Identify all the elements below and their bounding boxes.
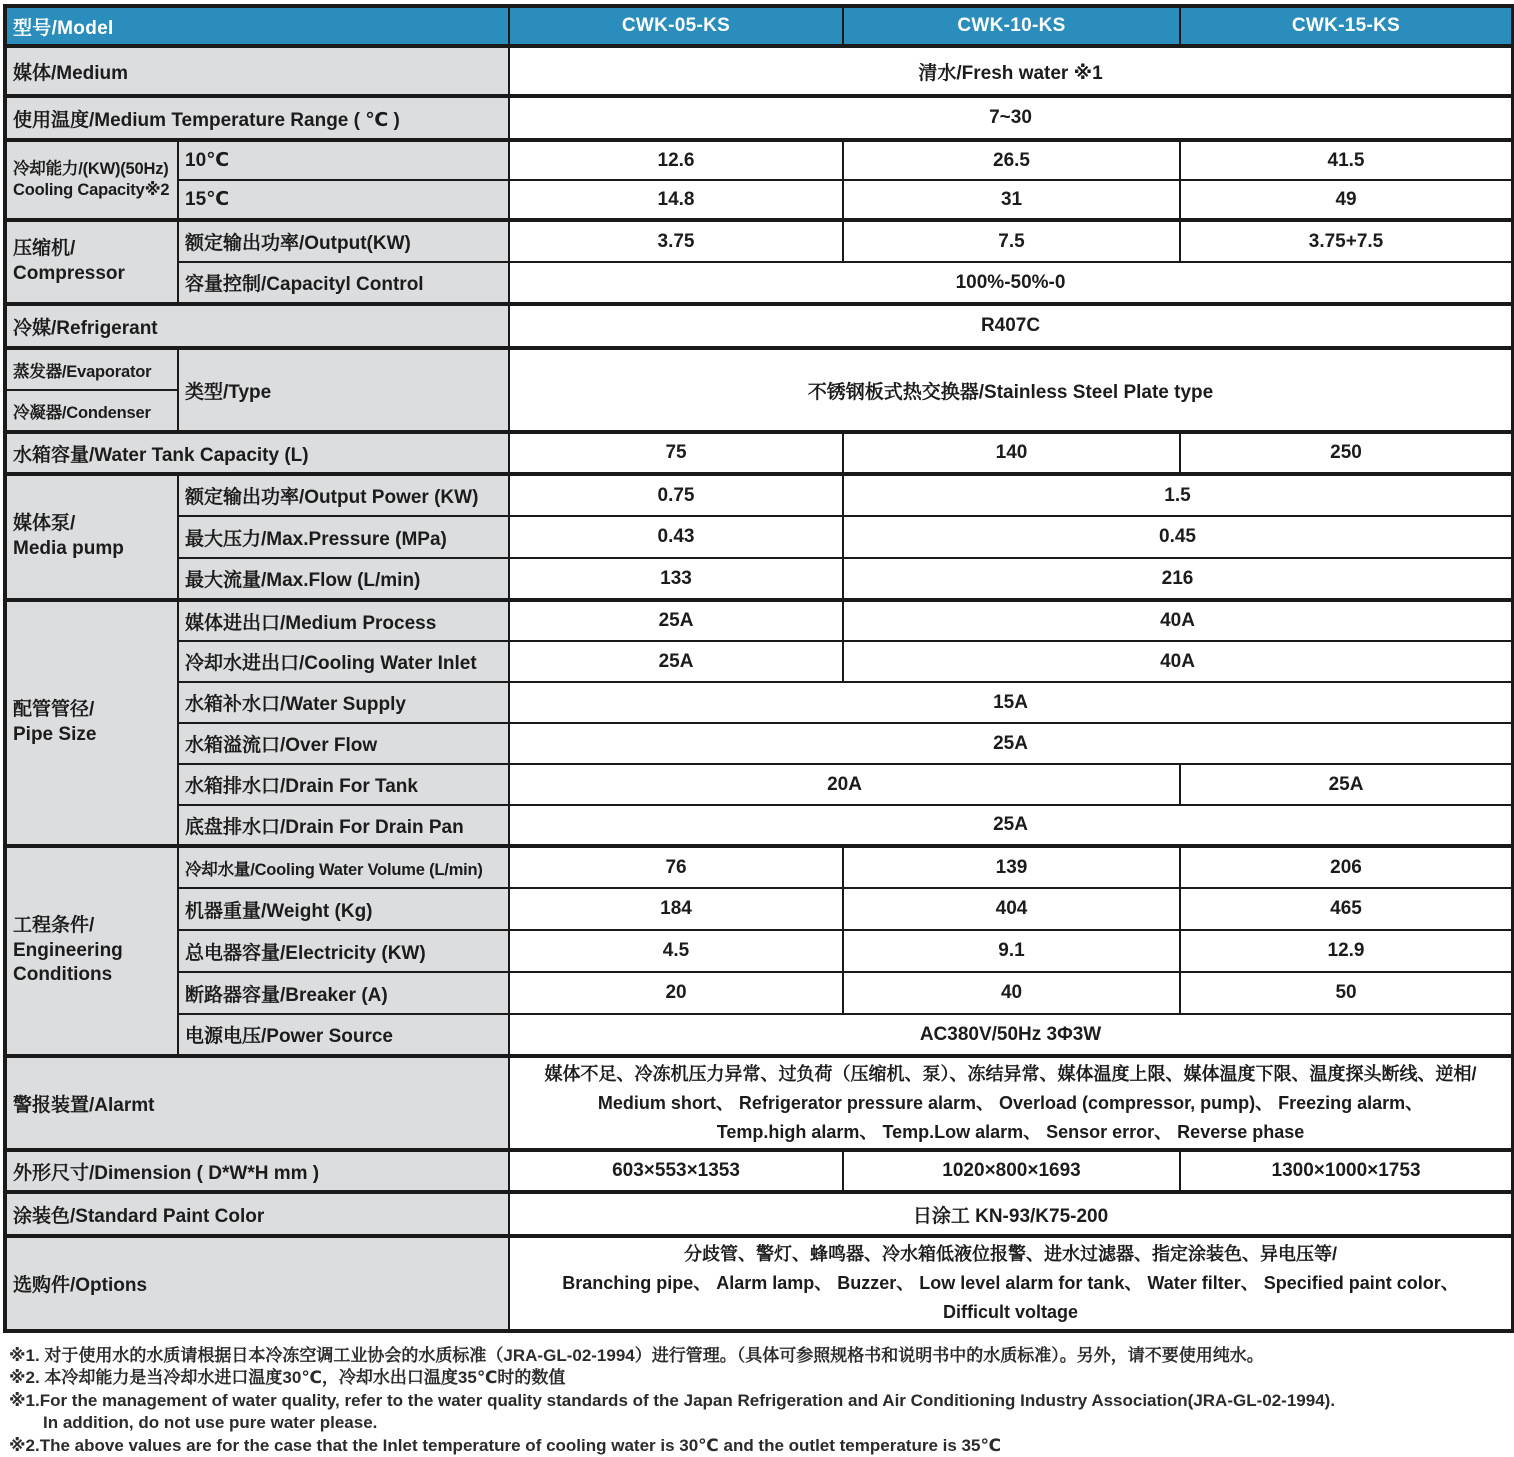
pump-max-flow-cwk10-15: 216: [843, 558, 1513, 600]
cooling-capacity-10c-label: 10℃: [178, 140, 509, 180]
row-pump-output-power: [5, 474, 1513, 516]
pipe-size-label-en: Pipe Size: [13, 724, 97, 745]
eng-weight-cwk15: 465: [1180, 888, 1513, 930]
row-pump-max-pressure: [5, 516, 1513, 558]
pipe-drain-tank-cwk05-10: 20A: [509, 764, 1180, 805]
row-dimension: [5, 1150, 1513, 1192]
dimension-cwk15: 1300×1000×1753: [1180, 1150, 1513, 1192]
cooling-capacity-label-zh: 冷却能力/(KW)(50Hz): [13, 159, 169, 178]
row-pipe-over-flow: [5, 723, 1513, 764]
pump-output-power-label: 额定输出功率/Output Power (KW): [178, 474, 509, 516]
refrigerant-value: R407C: [509, 304, 1513, 348]
evaporator-label: 蒸发器/Evaporator: [5, 348, 178, 390]
row-cooling-capacity-15c: [5, 180, 1513, 220]
compressor-output-cwk05: 3.75: [509, 220, 843, 262]
compressor-group-label: [5, 220, 178, 304]
row-evaporator: [5, 348, 1513, 390]
eng-weight-cwk05: 184: [509, 888, 843, 930]
eng-breaker-cwk10: 40: [843, 972, 1180, 1014]
header-row: [5, 6, 1513, 46]
row-temp-range: [5, 96, 1513, 140]
paint-color-label: 涂装色/Standard Paint Color: [5, 1192, 509, 1236]
water-tank-cwk10: 140: [843, 432, 1180, 474]
refrigerant-label: 冷媒/Refrigerant: [5, 304, 509, 348]
alarm-label: 警报装置/Alarmt: [5, 1056, 509, 1150]
eng-electricity-cwk10: 9.1: [843, 930, 1180, 972]
footnote-zh-1: ※1. 对于使用水的水质请根据日本冷冻空调工业协会的水质标准（JRA-GL-02-1994）进行管理。（具体可参照规格书和说明书中的水质标准）。另外，请不要使用纯水。: [9, 1345, 1264, 1365]
media-pump-label-zh: 媒体泵/: [13, 513, 76, 535]
eng-electricity-label: 总电器容量/Electricity (KW): [178, 930, 509, 972]
pipe-over-flow-label: 水箱溢流口/Over Flow: [178, 723, 509, 764]
alarm-line-en-1: Medium short、 Refrigerator pressure alarm、 Overload (compressor, pump)、 Freezing alarm、: [597, 1092, 1424, 1113]
dimension-cwk05: 603×553×1353: [509, 1150, 843, 1192]
compressor-output-cwk15: 3.75+7.5: [1180, 220, 1513, 262]
cooling-capacity-label-en: Cooling Capacity※2: [13, 181, 170, 199]
water-tank-cwk15: 250: [1180, 432, 1513, 474]
pipe-drain-tank-cwk15: 25A: [1180, 764, 1513, 805]
row-eng-electricity: [5, 930, 1513, 972]
row-pipe-cooling-water-inlet: [5, 641, 1513, 682]
media-pump-group-label: [5, 474, 178, 600]
paint-color-value: 日涂工 KN-93/K75-200: [509, 1192, 1513, 1236]
water-tank-label: 水箱容量/Water Tank Capacity (L): [5, 432, 509, 474]
medium-value: 清水/Fresh water ※1: [509, 46, 1513, 96]
eng-weight-cwk10: 404: [843, 888, 1180, 930]
row-alarm: [5, 1056, 1513, 1150]
eng-weight-label: 机器重量/Weight (Kg): [178, 888, 509, 930]
eng-cooling-water-volume-label: 冷却水量/Cooling Water Volume (L/min): [178, 846, 509, 888]
water-tank-cwk05: 75: [509, 432, 843, 474]
pipe-cooling-water-inlet-cwk10-15: 40A: [843, 641, 1513, 682]
options-value: [509, 1236, 1513, 1330]
eng-cooling-water-volume-cwk10: 139: [843, 846, 1180, 888]
row-water-tank: [5, 432, 1513, 474]
pipe-drain-pan-label: 底盘排水口/Drain For Drain Pan: [178, 805, 509, 846]
row-pipe-water-supply: [5, 682, 1513, 723]
pipe-size-group-label: [5, 600, 178, 846]
eng-cooling-water-volume-cwk05: 76: [509, 846, 843, 888]
pump-max-pressure-cwk10-15: 0.45: [843, 516, 1513, 558]
compressor-output-cwk10: 7.5: [843, 220, 1180, 262]
engineering-label-en-2: Conditions: [13, 964, 113, 986]
pump-max-flow-cwk05: 133: [509, 558, 843, 600]
alarm-line-zh: 媒体不足、冷冻机压力异常、过负荷（压缩机、泵）、冻结异常、媒体温度上限、媒体温度下限、温度探头断线、逆相/: [544, 1064, 1477, 1084]
pipe-drain-pan-value: 25A: [509, 805, 1513, 846]
eng-breaker-cwk05: 20: [509, 972, 843, 1014]
eng-electricity-cwk15: 12.9: [1180, 930, 1513, 972]
eng-electricity-cwk05: 4.5: [509, 930, 843, 972]
model-cwk-05-ks: CWK-05-KS: [509, 6, 843, 46]
cooling-capacity-group-label: [5, 140, 178, 220]
pipe-water-supply-label: 水箱补水口/Water Supply: [178, 682, 509, 723]
row-pump-max-flow: [5, 558, 1513, 600]
row-power-source: [5, 1014, 1513, 1056]
pipe-size-label-zh: 配管管径/: [13, 699, 95, 721]
row-pipe-medium-process: [5, 600, 1513, 641]
compressor-output-label: 额定输出功率/Output(KW): [178, 220, 509, 262]
cooling-capacity-10c-cwk05: 12.6: [509, 140, 843, 180]
footnote-en-1: ※1.For the management of water quality, refer to the water quality standards of the Japan Refrigeration and Air Conditioning Industry Association(JRA-GL-02-1994).: [9, 1390, 1336, 1410]
row-medium: [5, 46, 1513, 96]
pipe-medium-process-cwk10-15: 40A: [843, 600, 1513, 641]
row-compressor-output: [5, 220, 1513, 262]
dimension-label: 外形尺寸/Dimension ( D*W*H mm ): [5, 1150, 509, 1192]
engineering-label-zh: 工程条件/: [13, 914, 95, 936]
temp-range-value: 7~30: [509, 96, 1513, 140]
medium-label: 媒体/Medium: [5, 46, 509, 96]
cooling-capacity-15c-cwk05: 14.8: [509, 180, 843, 220]
row-refrigerant: [5, 304, 1513, 348]
footnote-zh-2: ※2. 本冷却能力是当冷却水进口温度30℃，冷却水出口温度35℃时的数值: [9, 1368, 566, 1388]
row-cooling-capacity-10c: [5, 140, 1513, 180]
row-eng-cooling-water-volume: [5, 846, 1513, 888]
pipe-over-flow-value: 25A: [509, 723, 1513, 764]
model-cwk-10-ks: CWK-10-KS: [843, 6, 1180, 46]
eng-breaker-cwk15: 50: [1180, 972, 1513, 1014]
row-pipe-drain-pan: [5, 805, 1513, 846]
row-eng-breaker: [5, 972, 1513, 1014]
capacity-control-label: 容量控制/Capacityl Control: [178, 262, 509, 304]
footnote-en-2: ※2.The above values are for the case that the Inlet temperature of cooling water is 30℃ and the outlet temperature is 35℃: [9, 1435, 1002, 1455]
footnote-en-1-continued: In addition, do not use pure water please.: [43, 1413, 378, 1433]
model-cwk-15-ks: CWK-15-KS: [1180, 6, 1513, 46]
temp-range-label: 使用温度/Medium Temperature Range ( ℃ ): [5, 96, 509, 140]
condenser-label: 冷凝器/Condenser: [5, 390, 178, 432]
pipe-drain-tank-label: 水箱排水口/Drain For Tank: [178, 764, 509, 805]
heat-exchanger-type-value: 不锈钢板式热交换器/Stainless Steel Plate type: [509, 348, 1513, 432]
pump-max-pressure-label: 最大压力/Max.Pressure (MPa): [178, 516, 509, 558]
media-pump-label-en: Media pump: [13, 538, 124, 559]
pipe-medium-process-label: 媒体进出口/Medium Process: [178, 600, 509, 641]
footnotes: [3, 1345, 1514, 1457]
power-source-label: 电源电压/Power Source: [178, 1014, 509, 1056]
options-label: 选购件/Options: [5, 1236, 509, 1330]
compressor-label-en: Compressor: [13, 263, 125, 284]
capacity-control-value: 100%-50%-0: [509, 262, 1513, 304]
compressor-label-zh: 压缩机/: [13, 238, 76, 260]
spec-table: [3, 4, 1514, 1333]
eng-cooling-water-volume-cwk15: 206: [1180, 846, 1513, 888]
model-header-label: 型号/Model: [5, 6, 509, 46]
row-paint-color: [5, 1192, 1513, 1236]
options-line-zh: 分歧管、警灯、蜂鸣器、冷水箱低液位报警、进水过滤器、指定涂装色、异电压等/: [684, 1244, 1338, 1265]
pipe-medium-process-cwk05: 25A: [509, 600, 843, 641]
options-line-en-1: Branching pipe、 Alarm lamp、 Buzzer、 Low level alarm for tank、 Water filter、 Specified paint color、: [562, 1273, 1459, 1294]
pump-output-power-cwk05: 0.75: [509, 474, 843, 516]
pipe-water-supply-value: 15A: [509, 682, 1513, 723]
pipe-cooling-water-inlet-cwk05: 25A: [509, 641, 843, 682]
alarm-value: [509, 1056, 1513, 1150]
cooling-capacity-15c-cwk15: 49: [1180, 180, 1513, 220]
cooling-capacity-10c-cwk10: 26.5: [843, 140, 1180, 180]
eng-breaker-label: 断路器容量/Breaker (A): [178, 972, 509, 1014]
engineering-group-label: [5, 846, 178, 1056]
cooling-capacity-10c-cwk15: 41.5: [1180, 140, 1513, 180]
cooling-capacity-15c-label: 15℃: [178, 180, 509, 220]
alarm-line-en-2: Temp.high alarm、 Temp.Low alarm、 Sensor error、 Reverse phase: [716, 1121, 1305, 1142]
cooling-capacity-15c-cwk10: 31: [843, 180, 1180, 220]
options-line-en-2: Difficult voltage: [943, 1301, 1079, 1322]
row-options: [5, 1236, 1513, 1330]
pump-max-pressure-cwk05: 0.43: [509, 516, 843, 558]
pump-max-flow-label: 最大流量/Max.Flow (L/min): [178, 558, 509, 600]
row-pipe-drain-tank: [5, 764, 1513, 805]
pump-output-power-cwk10-15: 1.5: [843, 474, 1513, 516]
dimension-cwk10: 1020×800×1693: [843, 1150, 1180, 1192]
type-label: 类型/Type: [178, 348, 509, 432]
power-source-value: AC380V/50Hz 3Φ3W: [509, 1014, 1513, 1056]
row-capacity-control: [5, 262, 1513, 304]
row-eng-weight: [5, 888, 1513, 930]
pipe-cooling-water-inlet-label: 冷却水进出口/Cooling Water Inlet: [178, 641, 509, 682]
engineering-label-en-1: Engineering: [13, 939, 123, 961]
